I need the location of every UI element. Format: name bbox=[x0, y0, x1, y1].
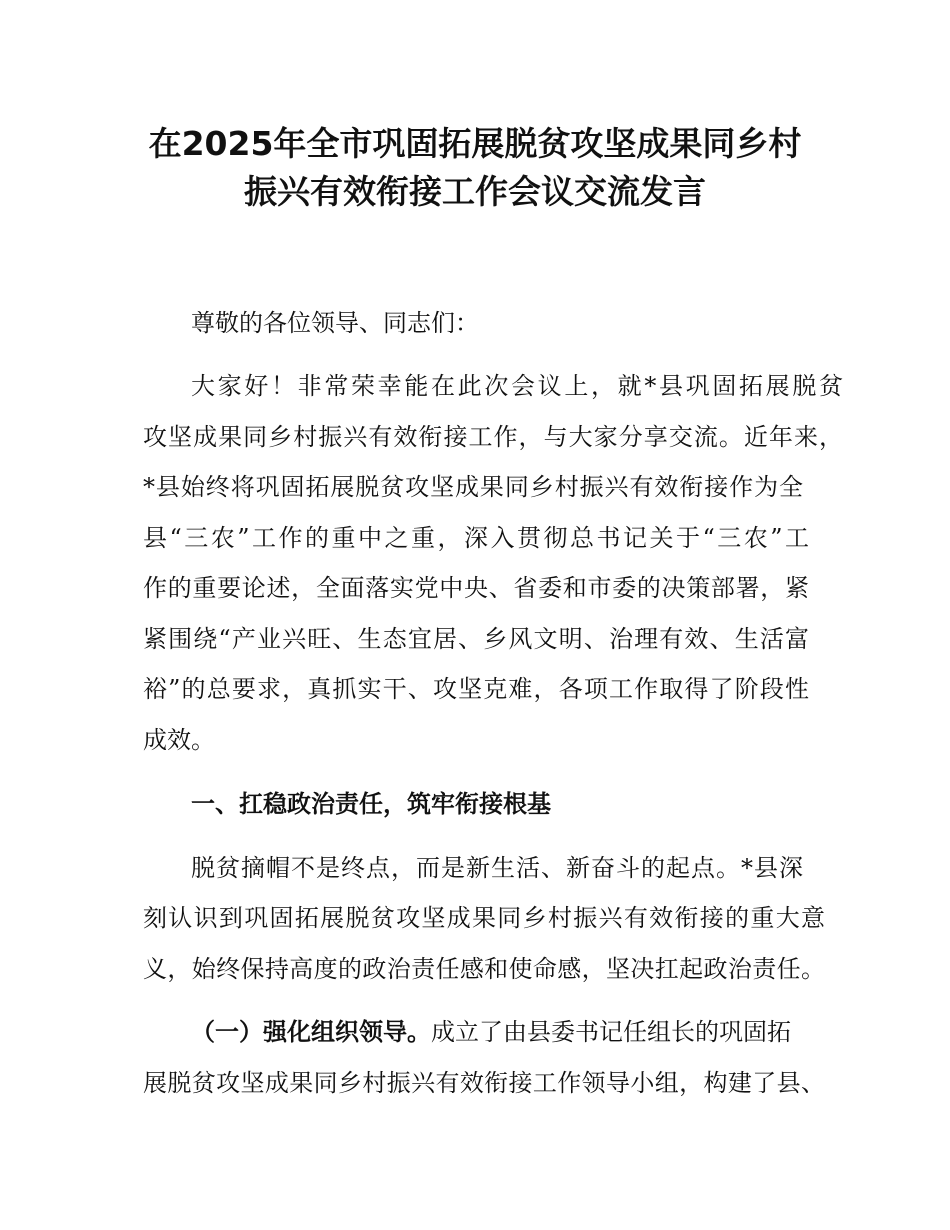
paragraph-line: 刻认识到巩固拓展脱贫攻坚成果同乡村振兴有效衔接的重大意 bbox=[143, 904, 825, 932]
salutation: 尊敬的各位领导、同志们： bbox=[191, 309, 479, 337]
paragraph-line: 义，始终保持高度的政治责任感和使命感，坚决扛起政治责任。 bbox=[143, 955, 825, 983]
paragraph-line: 裕”的总要求，真抓实干、攻坚克难，各项工作取得了阶段性 bbox=[143, 675, 809, 703]
paragraph-line: *县始终将巩固拓展脱贫攻坚成果同乡村振兴有效衔接作为全 bbox=[143, 473, 803, 501]
subsection-lead: （一）强化组织领导。 bbox=[191, 1018, 431, 1046]
paragraph-line: 展脱贫攻坚成果同乡村振兴有效衔接工作领导小组，构建了县、 bbox=[143, 1069, 825, 1097]
paragraph-line: 成效。 bbox=[143, 726, 215, 754]
paragraph-line-with-lead bbox=[191, 1017, 831, 1047]
document-title-line-2: 振兴有效衔接工作会议交流发言 bbox=[244, 172, 706, 211]
paragraph-line: 脱贫摘帽不是终点，而是新生活、新奋斗的起点。*县深 bbox=[191, 854, 803, 882]
section-heading-1: 一、扛稳政治责任，筑牢衔接根基 bbox=[191, 790, 551, 818]
paragraph-line: 攻坚成果同乡村振兴有效衔接工作，与大家分享交流。近年来， bbox=[143, 423, 843, 451]
paragraph-line: 作的重要论述，全面落实党中央、省委和市委的决策部署，紧 bbox=[143, 574, 809, 602]
document-title-line-1: 在2025年全市巩固拓展脱贫攻坚成果同乡村 bbox=[148, 124, 802, 163]
paragraph-line: 县“三农”工作的重中之重，深入贯彻总书记关于“三农”工 bbox=[143, 524, 809, 552]
paragraph-line: 大家好！非常荣幸能在此次会议上，就*县巩固拓展脱贫 bbox=[191, 372, 843, 400]
paragraph-line: 紧围绕“产业兴旺、生态宜居、乡风文明、治理有效、生活富 bbox=[143, 625, 809, 653]
paragraph-text: 成立了由县委书记任组长的巩固拓 bbox=[431, 1018, 791, 1046]
